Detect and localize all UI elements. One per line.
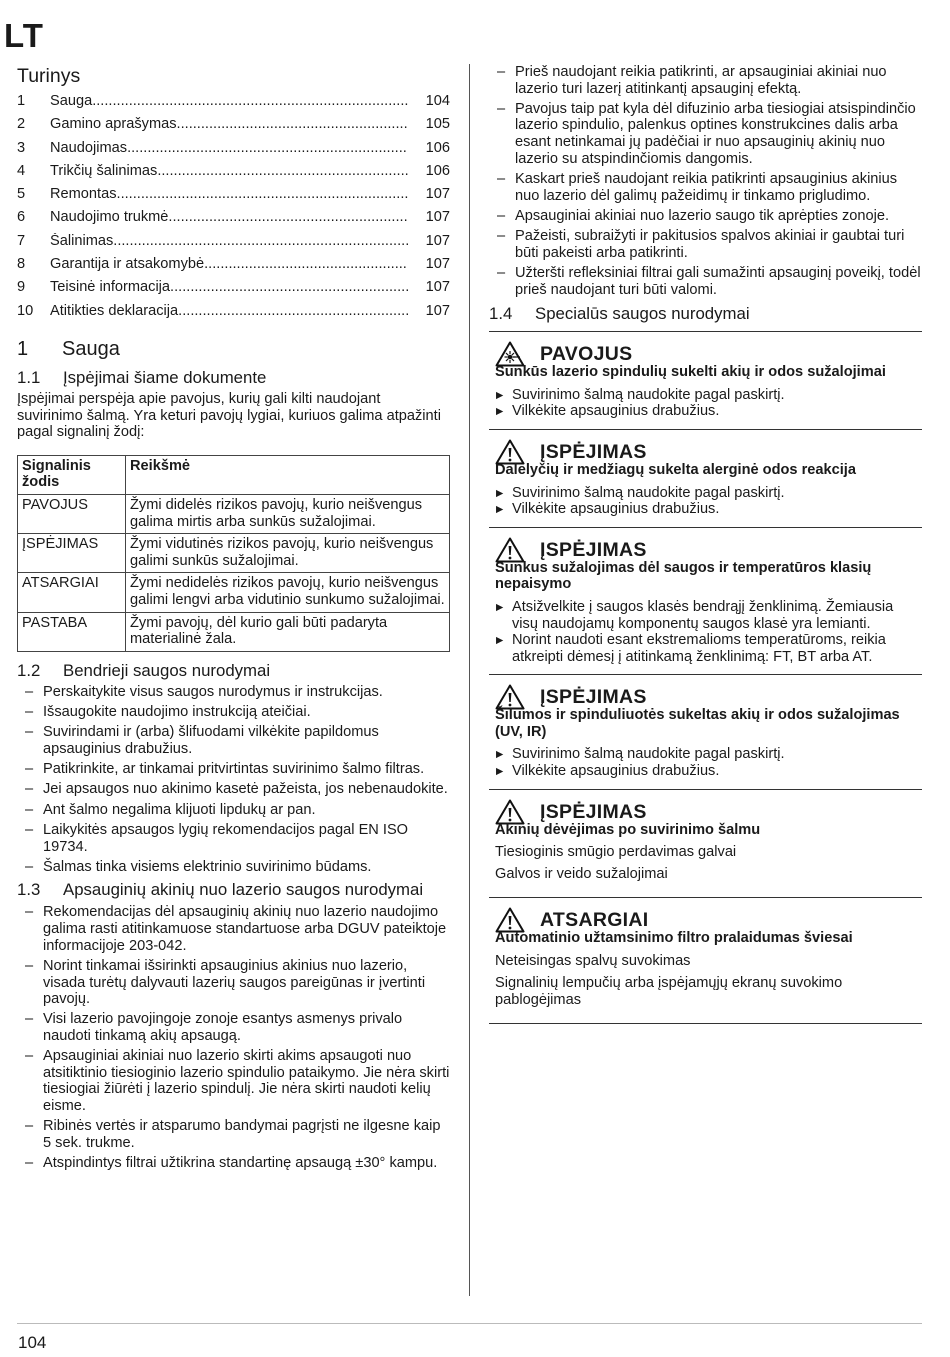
toc-leader-dots	[117, 186, 408, 203]
list-item: – Pažeisti, subraižyti ir pakitusios spalvos akiniai ir gaubtai turi būti pakeisti arba patikrinti.	[489, 228, 922, 261]
toc-entry-number: 6	[17, 209, 26, 226]
section-1-1-heading	[17, 367, 450, 388]
laser-goggles-safety-list	[17, 904, 450, 1171]
laser-goggles-safety-list-continued	[489, 64, 922, 298]
toc-entry-page: 107	[425, 279, 450, 296]
hazard-signal-word: ĮSPĖJIMAS	[540, 686, 647, 709]
toc-entry-page: 107	[425, 256, 450, 273]
section-title: Specialūs saugos nurodymai	[535, 304, 750, 324]
toc-entry-title-wrap	[50, 209, 408, 226]
toc-entry	[17, 233, 450, 256]
meaning-cell: Žymi vidutinės rizikos pavojų, kurio neišvengus galimi sunkūs sužalojimai.	[126, 534, 450, 573]
toc-leader-dots	[92, 93, 408, 110]
toc-entry-number: 3	[17, 139, 26, 156]
toc-entry-title-wrap	[50, 140, 408, 157]
signal-word-table	[17, 455, 450, 652]
toc-entry-title: Gamino aprašymas	[50, 116, 177, 133]
toc-leader-dots	[113, 233, 408, 250]
toc-entry-number: 4	[17, 162, 26, 179]
measure-item: ▶ Atsižvelkite į saugos klasės bendrąjį ženklinimą. Žemiausia visų naudojamų komponentų saugos klasė yra lemianti.	[495, 599, 922, 632]
measure-item: ▶ Suvirinimo šalmą naudokite pagal paskirtį.	[495, 485, 922, 502]
toc-entry-title-wrap	[50, 279, 408, 296]
meaning-cell: Žymi didelės rizikos pavojų, kurio neišvengus galima mirtis arba sunkūs sužalojimai.	[126, 494, 450, 533]
list-item: – Jei apsaugos nuo akinimo kasetė pažeista, jos nebenaudokite.	[17, 781, 450, 798]
toc-entry-title-wrap	[50, 256, 408, 273]
toc-entry-page: 106	[425, 162, 450, 179]
hazard-measures	[495, 485, 922, 518]
consequence-line: Tiesioginis smūgio perdavimas galvai	[495, 844, 737, 861]
toc-entry	[17, 303, 450, 326]
section-title: Bendrieji saugos nurodymai	[63, 660, 271, 680]
hazard-subtitle: Sunkus sužalojimas dėl saugos ir temperatūros klasių nepaisymo	[495, 559, 872, 593]
toc-entry-title: Šalinimas	[50, 232, 114, 249]
toc-entry	[17, 186, 450, 209]
list-item: – Ant šalmo negalima klijuoti lipdukų ar pan.	[17, 802, 450, 819]
table-row	[18, 494, 450, 533]
list-item: – Atspindintys filtrai užtikrina standartinę apsaugą ±30° kampu.	[17, 1155, 450, 1172]
toc-leader-dots	[177, 116, 408, 133]
left-column	[17, 64, 450, 1175]
language-code: LT	[4, 17, 44, 54]
list-item: – Apsauginiai akiniai nuo lazerio skirti akims apsaugoti nuo atsitiktinio tiesioginio lazerio spindulio pataikymo. Jie nėra skirti tiesiogiai žiūrėti į lazerio spindulį. Jie nėra skirti naudoti kelių eisme.	[17, 1048, 450, 1114]
toc-entry-title: Naudojimas	[50, 139, 128, 156]
hazard-subtitle: Akinių dėvėjimas po suvirinimo šalmu	[495, 821, 761, 838]
column-divider	[469, 64, 470, 1296]
toc-entry-title-wrap	[50, 186, 408, 203]
toc-entry-number: 8	[17, 256, 26, 273]
list-item: – Norint tinkamai išsirinkti apsauginius akinius nuo lazerio, visada turėtų dalyvauti lazerių saugos pareigūnas ir įvertinti pavojų.	[17, 958, 450, 1008]
toc-entry-number: 7	[17, 232, 26, 249]
toc-entry	[17, 279, 450, 302]
toc-entry-page: 107	[425, 232, 450, 249]
section-title: Sauga	[62, 337, 120, 360]
list-item: – Visi lazerio pavojingoje zonoje esantys asmenys privalo naudoti tinkamą akių apsaugą.	[17, 1011, 450, 1044]
list-item: – Perskaitykite visus saugos nurodymus ir instrukcijas.	[17, 684, 450, 701]
list-item: – Pavojus taip pat kyla dėl difuzinio arba tiesiogiai atsispindinčio lazerio spindulio, palenkus optines konstrukcines dalis arba esant netinkamai jų padėčiai ir nuo apsauginių akinių nuo lazerio su atspindinčiomis dangomis.	[489, 101, 922, 167]
toc-entry-title-wrap	[50, 116, 408, 133]
section-number: 1.1	[17, 367, 41, 387]
toc-entry-page: 104	[425, 93, 450, 109]
section-1-4-heading	[489, 303, 922, 324]
toc-leader-dots	[168, 209, 408, 226]
toc-entry-number: 10	[17, 302, 34, 319]
signal-word-cell: ATSARGIAI	[18, 573, 126, 612]
consequence-line: Signalinių lempučių arba įspėjamųjų ekranų suvokimo pablogėjimas	[495, 975, 843, 1008]
general-safety-list	[17, 684, 450, 876]
table-row	[18, 612, 450, 651]
signal-word-cell: ĮSPĖJIMAS	[18, 534, 126, 573]
meaning-cell: Žymi pavojų, dėl kurio gali būti padaryta materialinė žala.	[126, 612, 450, 651]
toc-entry	[17, 93, 450, 116]
toc-entry-number: 2	[17, 116, 26, 133]
hazard-signal-word: PAVOJUS	[540, 343, 633, 366]
list-item: – Kaskart prieš naudojant reikia patikrinti apsauginius akinius nuo lazerio dėl galimų pažeidimų ir tinkamo prigludimo.	[489, 171, 922, 204]
section-1-2-heading	[17, 660, 450, 681]
hazard-measures	[495, 746, 922, 779]
toc-entry-title-wrap	[50, 303, 408, 320]
hazard-subtitle: Dalelyčių ir medžiagų sukelta alerginė odos reakcija	[495, 461, 856, 478]
toc-entry-number: 1	[17, 93, 26, 109]
section-number: 1.3	[17, 880, 41, 900]
toc-entry-title-wrap	[50, 233, 408, 250]
hazard-signal-word: ĮSPĖJIMAS	[540, 440, 647, 463]
hazard-signal-word: ĮSPĖJIMAS	[540, 800, 647, 823]
column-header-signal-word: Signalinis žodis	[18, 455, 126, 494]
section-1-3-heading	[17, 879, 450, 900]
hazard-notice	[489, 790, 922, 899]
list-item: – Užteršti refleksiniai filtrai gali sumažinti apsauginį poveikį, todėl prieš naudojant turi būti valomi.	[489, 265, 922, 298]
list-item: – Suvirindami ir (arba) šlifuodami vilkėkite papildomus apsauginius drabužius.	[17, 724, 450, 757]
consequence-line: Galvos ir veido sužalojimai	[495, 866, 668, 883]
hazard-measures	[495, 599, 922, 665]
toc-entry-title: Naudojimo trukmė	[50, 209, 169, 226]
list-item: – Patikrinkite, ar tinkamai pritvirtintas suvirinimo šalmo filtras.	[17, 761, 450, 778]
list-item: – Šalmas tinka visiems elektrinio suvirinimo būdams.	[17, 859, 450, 876]
toc-entry	[17, 209, 450, 232]
toc-entry-page: 107	[425, 186, 450, 203]
hazard-notice	[489, 430, 922, 528]
toc-heading: Turinys	[17, 65, 81, 87]
toc-leader-dots	[157, 163, 408, 180]
table-row	[18, 534, 450, 573]
toc-entry-page: 105	[425, 116, 450, 133]
toc-entry-number: 9	[17, 279, 26, 296]
measure-item: ▶ Vilkėkite apsauginius drabužius.	[495, 763, 922, 780]
toc-entry-title: Garantija ir atsakomybė	[50, 256, 205, 273]
toc-entry-page: 106	[425, 139, 450, 156]
toc-entry-title-wrap	[50, 93, 408, 110]
hazard-measures	[495, 387, 922, 420]
meaning-cell: Žymi nedidelės rizikos pavojų, kurio neišvengus galimi lengvi arba vidutinio sunkumo sužalojimai.	[126, 573, 450, 612]
section-title: Įspėjimai šiame dokumente	[63, 367, 267, 387]
measure-item: ▶ Suvirinimo šalmą naudokite pagal paskirtį.	[495, 746, 922, 763]
table-header-row	[18, 455, 450, 494]
page-number: 104	[18, 1333, 47, 1352]
table-of-contents	[17, 93, 450, 326]
measure-item: ▶ Suvirinimo šalmą naudokite pagal paskirtį.	[495, 387, 922, 404]
hazard-subtitle: Automatinio užtamsinimo filtro pralaidumas šviesai	[495, 930, 853, 947]
list-item: – Rekomendacijas dėl apsauginių akinių nuo lazerio naudojimo galima rasti atitinkamuose standartuose arba DGUV pateiktoje informacijoje 203-042.	[17, 904, 450, 954]
toc-leader-dots	[127, 140, 408, 157]
measure-item: ▶ Vilkėkite apsauginius drabužius.	[495, 501, 922, 518]
exclamation-warning-icon	[495, 799, 525, 825]
table-row	[18, 573, 450, 612]
toc-entry-title: Teisinė informacija	[50, 279, 171, 296]
list-item: – Prieš naudojant reikia patikrinti, ar apsauginiai akiniai nuo lazerio turi lazerį atitinkantį apsauginį efektą.	[489, 64, 922, 97]
toc-leader-dots	[178, 303, 408, 320]
hazard-signal-word: ĮSPĖJIMAS	[540, 538, 647, 561]
exclamation-warning-icon	[495, 537, 525, 563]
toc-entry-title-wrap	[50, 163, 408, 180]
signal-word-cell: PAVOJUS	[18, 494, 126, 533]
hazard-notice	[489, 332, 922, 430]
footer-rule	[17, 1323, 922, 1324]
measure-item: ▶ Vilkėkite apsauginius drabužius.	[495, 403, 922, 420]
hazard-notice	[489, 898, 922, 1023]
hazard-subtitle: Šilumos ir spinduliuotės sukeltas akių ir odos sužalojimas (UV, IR)	[495, 707, 900, 740]
column-header-meaning: Reikšmė	[126, 455, 450, 494]
measure-item: ▶ Norint naudoti esant ekstremalioms temperatūroms, reikia atkreipti dėmesį į atitinkamą ženklinimą: FT, BT arba AT.	[495, 632, 922, 665]
toc-leader-dots	[204, 256, 408, 273]
right-column	[489, 64, 922, 1024]
toc-entry-page: 107	[425, 209, 450, 226]
list-item: – Išsaugokite naudojimo instrukciją ateičiai.	[17, 704, 450, 721]
toc-entry-title: Sauga	[50, 93, 93, 109]
section-number: 1	[17, 337, 29, 360]
toc-leader-dots	[170, 279, 408, 296]
toc-entry-number: 5	[17, 186, 26, 203]
list-item: – Laikykitės apsaugos lygių rekomendacijos pagal EN ISO 19734.	[17, 822, 450, 855]
hazard-notices	[489, 332, 922, 1024]
toc-entry-title: Atitikties deklaracija	[50, 302, 179, 319]
toc-entry	[17, 163, 450, 186]
list-item: – Apsauginiai akiniai nuo lazerio saugo tik aprėpties zonoje.	[489, 208, 922, 225]
consequence-line: Neteisingas spalvų suvokimas	[495, 953, 691, 970]
warnings-intro: Įspėjimai perspėja apie pavojus, kurių gali kilti naudojant suvirinimo šalmą. Yra keturi pavojų lygiai, kuriuos galima atpažinti pagal signalinį žodį:	[17, 390, 441, 441]
section-1-heading	[17, 337, 450, 361]
hazard-notice	[489, 528, 922, 676]
section-title: Apsauginių akinių nuo lazerio saugos nurodymai	[63, 880, 424, 900]
toc-entry-page: 107	[425, 302, 450, 319]
hazard-subtitle: Sunkūs lazerio spindulių sukelti akių ir odos sužalojimai	[495, 364, 886, 381]
hazard-signal-word: ATSARGIAI	[540, 909, 649, 932]
hazard-notice	[489, 675, 922, 789]
toc-entry-title: Remontas	[50, 186, 117, 203]
toc-entry	[17, 256, 450, 279]
list-item: – Ribinės vertės ir atsparumo bandymai pagrįsti ne ilgesne kaip 5 sek. trukme.	[17, 1118, 450, 1151]
signal-word-cell: PASTABA	[18, 612, 126, 651]
toc-entry	[17, 140, 450, 163]
toc-entry	[17, 116, 450, 139]
section-number: 1.4	[489, 304, 513, 324]
section-number: 1.2	[17, 660, 41, 680]
toc-entry-title: Trikčių šalinimas	[50, 162, 158, 179]
